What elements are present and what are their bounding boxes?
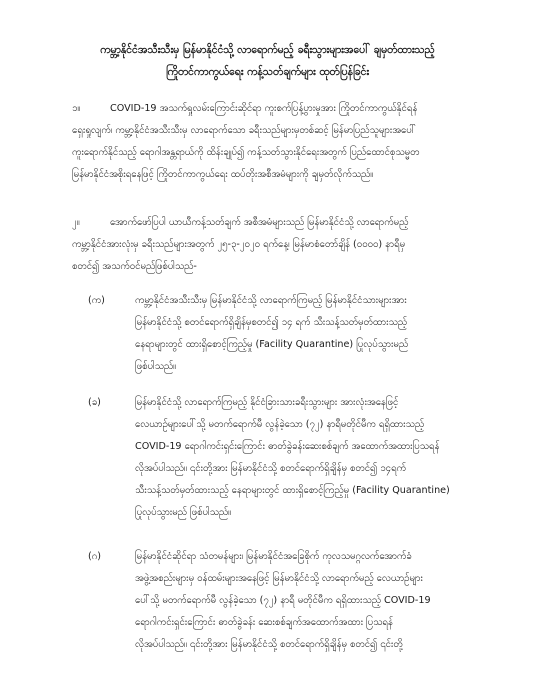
item-line: လေယာဉ်များပေါ်သို့ မတက်ရောက်မီ လွန်ခဲ့သော (၇၂) နာရီမတိုင်မီက ရရှိထားသည့်	[135, 419, 425, 430]
item-line: ပြုလုပ်သွားမည် ဖြစ်ပါသည်။	[135, 507, 232, 518]
paragraph-2-line: အောက်ဖော်ပြပါ ယာယီကန့်သတ်ချက် အစီအမံများသည် မြန်မာနိုင်ငံသို့ လာရောက်မည့်	[110, 217, 409, 228]
paragraph-1-number: ၁။	[72, 103, 81, 114]
item-line: ဖြစ်ပါသည်။	[135, 361, 177, 372]
item-line: မြန်မာနိုင်ငံသို့ လာရောက်ကြမည့် နိုင်ငံခြားသားခရီးသွားများ အားလုံးအနေဖြင့်	[135, 397, 399, 408]
paragraph-2-line: ကမ္ဘာ့နိုင်ငံအားလုံးမှ ခရီးသည်များအတွက် ၂၅-၃-၂၀၂၀ ရက်နေ့၊ မြန်မာစံတော်ချိန် (၀၀၀၀) နာရီမှ	[72, 239, 406, 250]
paragraph-1-line: ရှေးရှုလျက်၊ ကမ္ဘာ့နိုင်ငံအသီးသီးမှ လာရောက်သော ခရီးသည်များမှတစ်ဆင့် မြန်မာပြည်သူများအပေါ်	[72, 125, 417, 136]
item-ga-marker: (ဂ)	[88, 551, 101, 562]
paragraph-1-line: ကူးရောက်နိုင်သည့် ရောဂါအန္တရာယ်ကို ထိန်းချုပ်၍ ကန့်သတ်သွားနိုင်ရေးအတွက် ပြည်ထောင်စုသမ္မတ	[72, 147, 420, 158]
document-title-line-2: ကြိုတင်ကာကွယ်ရေး ကန့်သတ်ချက်များ ထုတ်ပြန်ခြင်း	[165, 66, 370, 78]
paragraph-2-line: စတင်၍ အသက်ဝင်မည်ဖြစ်ပါသည်-	[72, 261, 197, 272]
item-ka	[135, 290, 510, 378]
paragraph-2	[72, 212, 510, 278]
paragraph-1-line: COVID-19 အသက်ရှုလမ်းကြောင်းဆိုင်ရာ ကူးစက်ပြန့်ပွားမှုအား ကြိုတင်ကာကွယ်နိုင်ရန်	[110, 103, 418, 114]
item-kha-marker: (ခ)	[88, 397, 101, 408]
paragraph-1	[72, 98, 510, 186]
item-line: လိုအပ်ပါသည်။ ၎င်းတို့အား မြန်မာနိုင်ငံသို့ စတင်ရောက်ရှိချိန်မှ စတင်၍ ၎င်းတို့	[135, 639, 403, 650]
item-line: ပေါ်သို့ မတက်ရောက်မီ လွန်ခဲ့သော (၇၂) နာရီ မတိုင်မီက ရရှိထားသည့် COVID-19	[135, 595, 431, 606]
item-ga	[135, 546, 510, 656]
item-line: သီးသန့်သတ်မှတ်ထားသည့် နေရာများတွင် ထားရှိစောင့်ကြည့်မှု (Facility Quarantine)	[135, 485, 450, 496]
item-line: လိုအပ်ပါသည်။ ၎င်းတို့အား မြန်မာနိုင်ငံသို့ စတင်ရောက်ရှိချိန်မှ စတင်၍ ၁၄ရက်	[135, 463, 406, 474]
paragraph-1-line: မြန်မာနိုင်ငံအစိုးရနေဖြင့် ကြိုတင်ကာကွယ်ရေး ထပ်တိုးအစီအမံများကို ချမှတ်လိုက်သည်။	[72, 169, 374, 180]
paragraph-2-number: ၂။	[72, 217, 80, 228]
item-line: ရောဂါကင်းရှင်းကြောင်း ဓာတ်ခွဲခန်း ဆေးစစ်ချက်အထောက်အထား ပြသရန်	[135, 617, 393, 628]
item-line: မြန်မာနိုင်ငံသို့ စတင်ရောက်ရှိချိန်မှစတင်၍ ၁၄ ရက် သီးသန့်သတ်မှတ်ထားသည့်	[135, 317, 408, 328]
item-kha	[135, 392, 510, 524]
item-line: ကမ္ဘာ့နိုင်ငံအသီးသီးမှ မြန်မာနိုင်ငံသို့ လာရောက်ကြမည့် မြန်မာနိုင်ငံသားများအား	[135, 295, 407, 306]
document-title-line-1: ကမ္ဘာ့နိုင်ငံအသီးသီးမှ မြန်မာနိုင်ငံသို့ လာရောက်မည့် ခရီးသွားများအပေါ် ချမှတ်ထားသည့်	[100, 44, 435, 56]
item-line: အဖွဲ့အစည်းများမှ ဝန်ထမ်းများအနေဖြင့် မြန်မာနိုင်ငံသို့ လာရောက်မည့် လေယာဉ်များ	[135, 573, 423, 584]
item-line: မြန်မာနိုင်ငံဆိုင်ရာ သံတမန်များ၊ မြန်မာနိုင်ငံအခြေစိုက် ကုလသမဂ္ဂလက်အောက်ခံ	[135, 551, 412, 562]
item-line: COVID-19 ရောဂါကင်းရှင်းကြောင်း ဓာတ်ခွဲခန်းဆေးစစ်ချက် အထောက်အထားပြသရန်	[135, 441, 440, 452]
item-line: နေရာများတွင် ထားရှိစောင့်ကြည့်မှု (Facility Quarantine) ပြုလုပ်သွားမည်	[135, 339, 409, 350]
item-ka-marker: (က)	[88, 295, 105, 306]
